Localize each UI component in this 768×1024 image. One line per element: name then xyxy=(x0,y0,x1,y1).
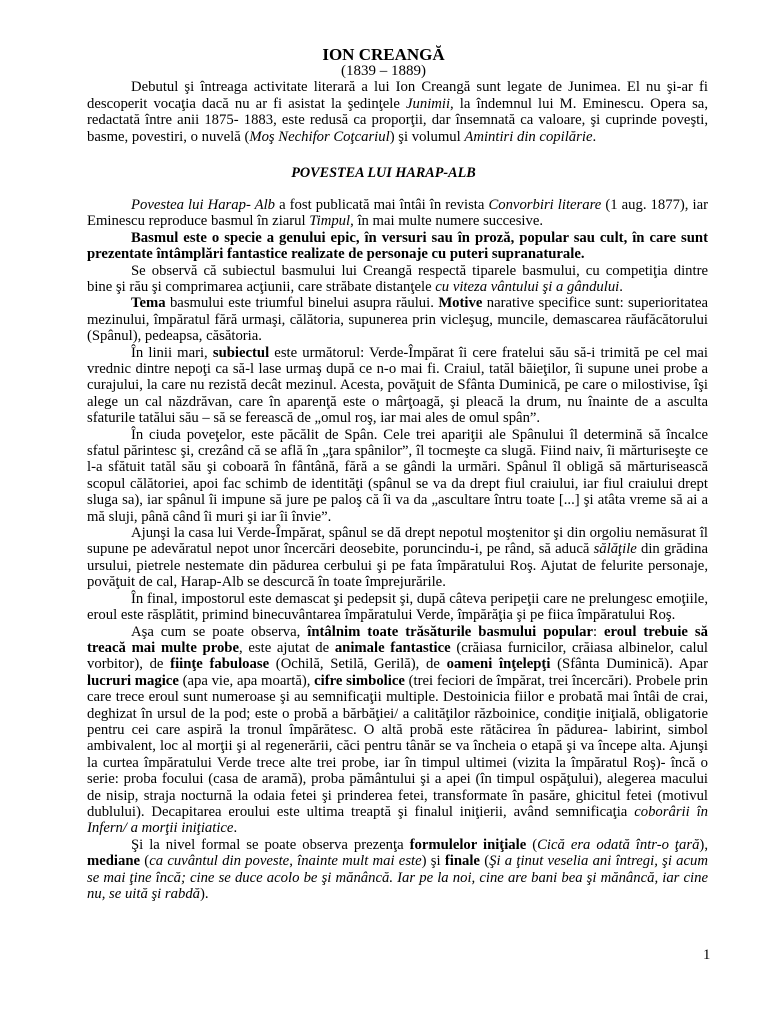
bold-text: cifre simbolice xyxy=(314,672,405,689)
text-run: ( xyxy=(140,853,150,870)
bold-text: Motive xyxy=(438,295,483,312)
italic-text: ca cuvântul din poveste, înainte mult mai este xyxy=(149,853,422,870)
italic-text: Amintiri din copilărie xyxy=(464,128,593,145)
paragraph-deception xyxy=(87,427,708,525)
document-title: ION CREANGĂ xyxy=(322,45,445,64)
text-run: , la îndemnul lui M. Eminescu. Opera sa, redactată între anii 1875- 1883, este redusă ca proporţii, dar însemnată ca valoare, şi cuprinde poveşti, basme, povestiri, o nuvelă ( xyxy=(87,95,708,145)
text-run: (apa vie, apa moartă), xyxy=(178,672,315,689)
text-run: narative specifice sunt: superioritatea mezinului, împăratul fără urmaşi, călătoria, supunerea prin vicleşug, muncile, demascarea răufăcătorului (Spânul), pedeapsa, căsătoria. xyxy=(87,295,708,345)
italic-text: Timpul xyxy=(309,213,351,230)
text-run: , este ajutat de xyxy=(239,639,335,656)
text-run: ( xyxy=(479,853,490,870)
page-number: 1 xyxy=(703,947,711,963)
text-run: . xyxy=(233,820,238,837)
bold-text: lucruri magice xyxy=(87,672,179,689)
text-run: (1 aug. 1877), iar Eminescu reproduce basmul în ziarul xyxy=(87,196,709,230)
italic-text: cu viteza vântului şi a gândului xyxy=(435,278,620,295)
italic-text: Junimii xyxy=(405,95,451,112)
text-run: (trei feciori de împărat, trei încercări). Probele prin care trece eroul sunt numeroase şi au semnificaţii multiple. Destoinicia fiilor e probată mai întâi de crai, deghizat în ursul de la pod; este o probă a bărbăţiei/ a calităţilor războinice, condiţie iniţială, obligatorie pentru cei care aspiră la tronul împărătesc. O altă probă este rătăcirea în pădurea- labirint, simbol ambivalent, loc al morţii şi al regenerării, căci pentru tânăr se va încheia o etapă şi va începe alta. Ajunşi la curtea împăratului Verde trece alte trei probe, iar în timpul ultimei (vizita la împăratul Roş)- încă o serie: proba focului (casa de aramă), proba pământului şi a apei (în timpul ospăţului), alegerea macului de nisip, straja nocturnă la odaia fetei şi prinderea fetei, transformate în pasăre, ghicitul fetei (motivul dublului). Decapitarea eroului este ultima treaptă şi finalul iniţierii, având semnificaţia xyxy=(87,672,708,820)
text-run: Aşa cum se poate observa, xyxy=(131,623,308,640)
text-run: Şi la nivel formal se poate observa prezenţa xyxy=(131,836,410,853)
bold-text: formulelor iniţiale xyxy=(409,836,527,853)
text-run: Debutul şi întreaga activitate literară a lui Ion Creangă sunt legate de Junimea. El nu şi-ar fi descoperit vocaţia dacă nu ar fi asistat la şedinţele xyxy=(87,79,708,112)
paragraph-plot xyxy=(87,345,708,427)
italic-text: coborârii în Infern/ a morţii iniţiatice xyxy=(87,803,708,837)
bold-text: Tema xyxy=(131,295,166,312)
text-run: : xyxy=(592,623,605,640)
section-heading: POVESTEA LUI HARAP-ALB xyxy=(291,164,476,181)
paragraph-theme xyxy=(87,295,708,344)
text-run: În linii mari, xyxy=(131,344,213,361)
bold-text: animale fantastice xyxy=(334,639,451,656)
bold-text: întâlnim toate trăsăturile basmului popular xyxy=(307,623,593,640)
text-run: ), xyxy=(699,836,708,853)
text-run: din grădina ursului, pietrele nestemate din pădurea cerbului şi pe fata împăratului Roş. Ajutat de felurite personaje, povăţuit de cal, Harap-Alb se descurcă în toate împrejurările. xyxy=(87,541,708,591)
text-run: este următorul: Verde-Împărat îi cere fratelui său să-i trimită pe cel mai vrednic dintre nepoţi ca să-l lase urmaş după ce n-o mai fi. Craiul, tatăl băieţilor, îi supune unei probe a curajului, la care nu rezistă decât mezinul. Acesta, povăţuit de Sfânta Duminică, pe care o milostivise, îşi alege un cal năzdrăvan, care în aparenţă este o mârţoagă, şi pleacă la drum, nu înainte de a asculta sfaturile tatălui său – să se ferească de „omul roş, iar mai ales de omul spân”. xyxy=(87,344,708,427)
paragraph-ending xyxy=(87,591,708,624)
document-body xyxy=(87,46,708,902)
text-run: a fost publicată mai întâi în revista xyxy=(275,196,489,213)
bold-text: subiectul xyxy=(212,344,270,361)
italic-text: Şi a ţinut veselia ani întregi, şi acum se mai ţine încă; cine se duce acolo be şi mănâncă. Iar pe la noi, cine are bani bea şi mănâncă, iar cine nu, se uită şi rabdă xyxy=(87,853,708,902)
text-run: ). xyxy=(200,886,209,902)
paragraph-publication xyxy=(87,197,708,230)
text-run: ( xyxy=(526,836,538,853)
bold-text: fiinţe fabuloase xyxy=(170,656,270,673)
italic-text: Povestea lui Harap- Alb xyxy=(131,196,276,213)
text-run: ) şi xyxy=(421,853,445,870)
text-run: Se observă că subiectul basmului lui Creangă respectă tiparele basmului, cu competiţia dintre bine şi rău şi comprimarea acţiunii, care străbate distanţele xyxy=(87,262,708,295)
text-run: . xyxy=(619,278,623,295)
bold-text: mediane xyxy=(87,853,141,870)
paragraph-features xyxy=(87,624,708,837)
text-run: basmului este triumful binelui asupra răului. xyxy=(165,295,439,312)
text-run: . xyxy=(592,128,597,145)
text-run: În final, impostorul este demascat şi pedepsit şi, după câteva peripeţii care ne prelungesc emoţiile, eroul este răsplătit, primind binecuvântarea împăratului Verde, împărăţia şi pe fiica împăratului Roş. xyxy=(87,590,708,624)
paragraph-trials xyxy=(87,525,708,591)
italic-text: Cică era odată într-o ţară xyxy=(537,836,700,853)
author-dates: (1839 – 1889) xyxy=(341,63,426,79)
paragraph-observation xyxy=(87,263,708,296)
text-run: În ciuda poveţelor, este păcălit de Spân. Cele trei apariţii ale Spânului îl determină să încalce sfatul părintesc şi, crezând că se află în „ţara spânilor”, îl tocmeşte ca slugă. Fiind naiv, îi mărturiseşte ce l-a sfătuit tatăl său şi coboară în fântână, fără a se gândi la urmări. Spânul îl obligă să mărturisească scopul călătoriei, apoi fac schimb de identităţi (spânul se va da drept fiul craiului, iar fiul craiului drept sluga sa), iar spânul îi impune să jure pe paloş că îi va da „ascultare întru toate [...] şi atâta vreme să ai a mă sluji, până când îi muri şi iar îi învie”. xyxy=(87,426,708,525)
italic-text: Convorbiri literare xyxy=(488,196,602,213)
text-run: (crăiasa furnicilor, crăiasa albinelor, calul vorbitor), de xyxy=(87,639,708,673)
text-run: ) şi volumul xyxy=(389,128,465,145)
bold-text: eroul trebuie să treacă mai multe probe xyxy=(87,623,708,656)
bold-text: Basmul este o specie a genului epic, în versuri sau în proză, popular sau cult, în care sunt prezentate întâmplări fantastice realizate de personaje cu puteri supranaturale. xyxy=(87,229,708,263)
italic-text: Moş Nechifor Coţcariul xyxy=(249,128,390,145)
intro-paragraph xyxy=(87,79,708,145)
bold-text: oameni înţelepţi xyxy=(446,656,551,673)
text-run: Ajunşi la casa lui Verde-Împărat, spânul se dă drept nepotul moştenitor şi din orgoliu nemăsurat îl supune pe adevăratul nepot unor încercări deosebite, poruncindu-i, pe rând, să aducă xyxy=(87,525,708,558)
paragraph-formulas xyxy=(87,837,708,903)
text-run: (Sfânta Duminică). Apar xyxy=(550,656,708,673)
text-run: (Ochilă, Setilă, Gerilă), de xyxy=(269,656,447,673)
paragraph-definition xyxy=(87,230,708,263)
text-run: , în mai multe numere succesive. xyxy=(350,213,544,230)
bold-text: finale xyxy=(444,853,480,870)
italic-text: sălăţile xyxy=(593,541,637,558)
